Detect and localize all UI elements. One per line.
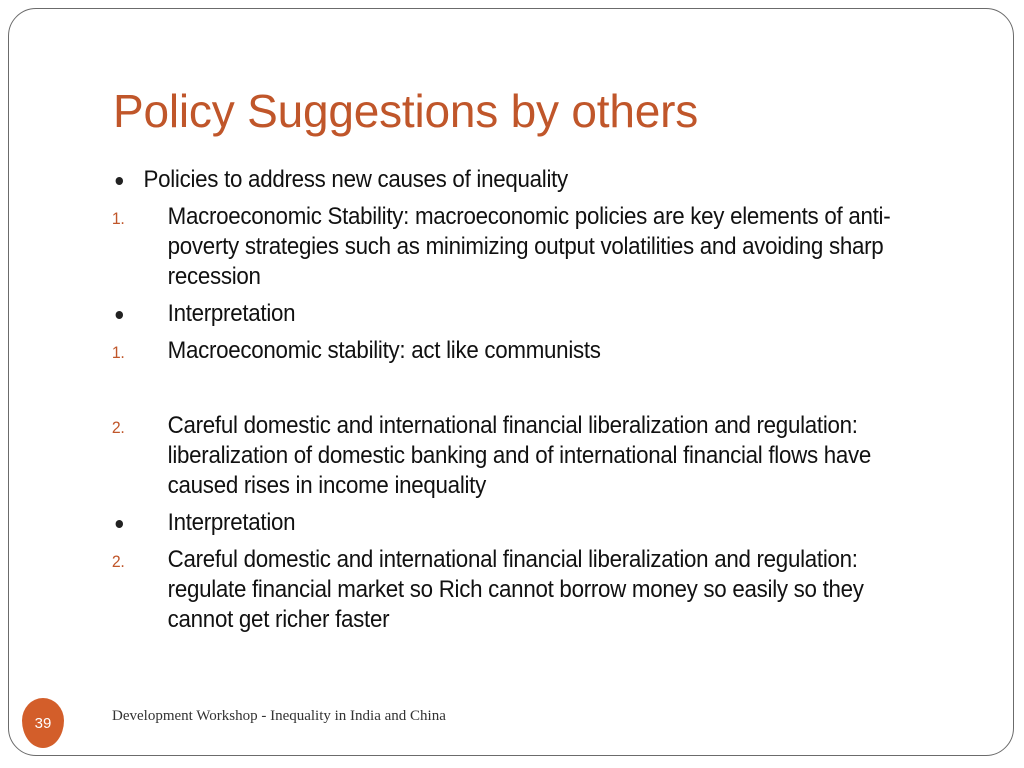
page-number: 39: [34, 714, 52, 732]
bullet-icon: [116, 177, 123, 185]
list-item-text: Interpretation: [167, 300, 296, 327]
list-item: [110, 165, 919, 195]
list-number: 2.: [111, 552, 125, 571]
list-item: [110, 336, 919, 366]
list-item-text: Macroeconomic stability: act like communists: [167, 337, 601, 364]
list-item-text: Careful domestic and international financial liberalization and regulation: liberalization of domestic banking and of international financial flows have caused rises in income inequality: [167, 412, 872, 499]
list-item-text: Interpretation: [167, 509, 296, 536]
list-item: [110, 202, 919, 292]
list-number: 2.: [111, 418, 125, 437]
bullet-icon: [116, 311, 123, 319]
list-item: [110, 299, 919, 329]
list-number: 1.: [111, 343, 125, 362]
list-item-text: Careful domestic and international financial liberalization and regulation: regulate financial market so Rich cannot borrow money so easily so they cannot get richer faster: [167, 546, 864, 633]
spacer: [110, 373, 919, 411]
list-item: [110, 508, 919, 538]
slide-body: [110, 165, 919, 642]
list-number: 1.: [111, 209, 125, 228]
list-item: [110, 545, 919, 635]
list-item: [110, 411, 919, 501]
bullet-icon: [116, 520, 123, 528]
slide-title: Policy Suggestions by others: [113, 85, 699, 137]
list-item-text: Policies to address new causes of inequality: [143, 166, 568, 193]
list-item-text: Macroeconomic Stability: macroeconomic policies are key elements of anti-poverty strategies such as minimizing output volatilities and avoiding sharp recession: [167, 203, 891, 290]
slide-footer: Development Workshop - Inequality in India and China: [112, 708, 446, 724]
